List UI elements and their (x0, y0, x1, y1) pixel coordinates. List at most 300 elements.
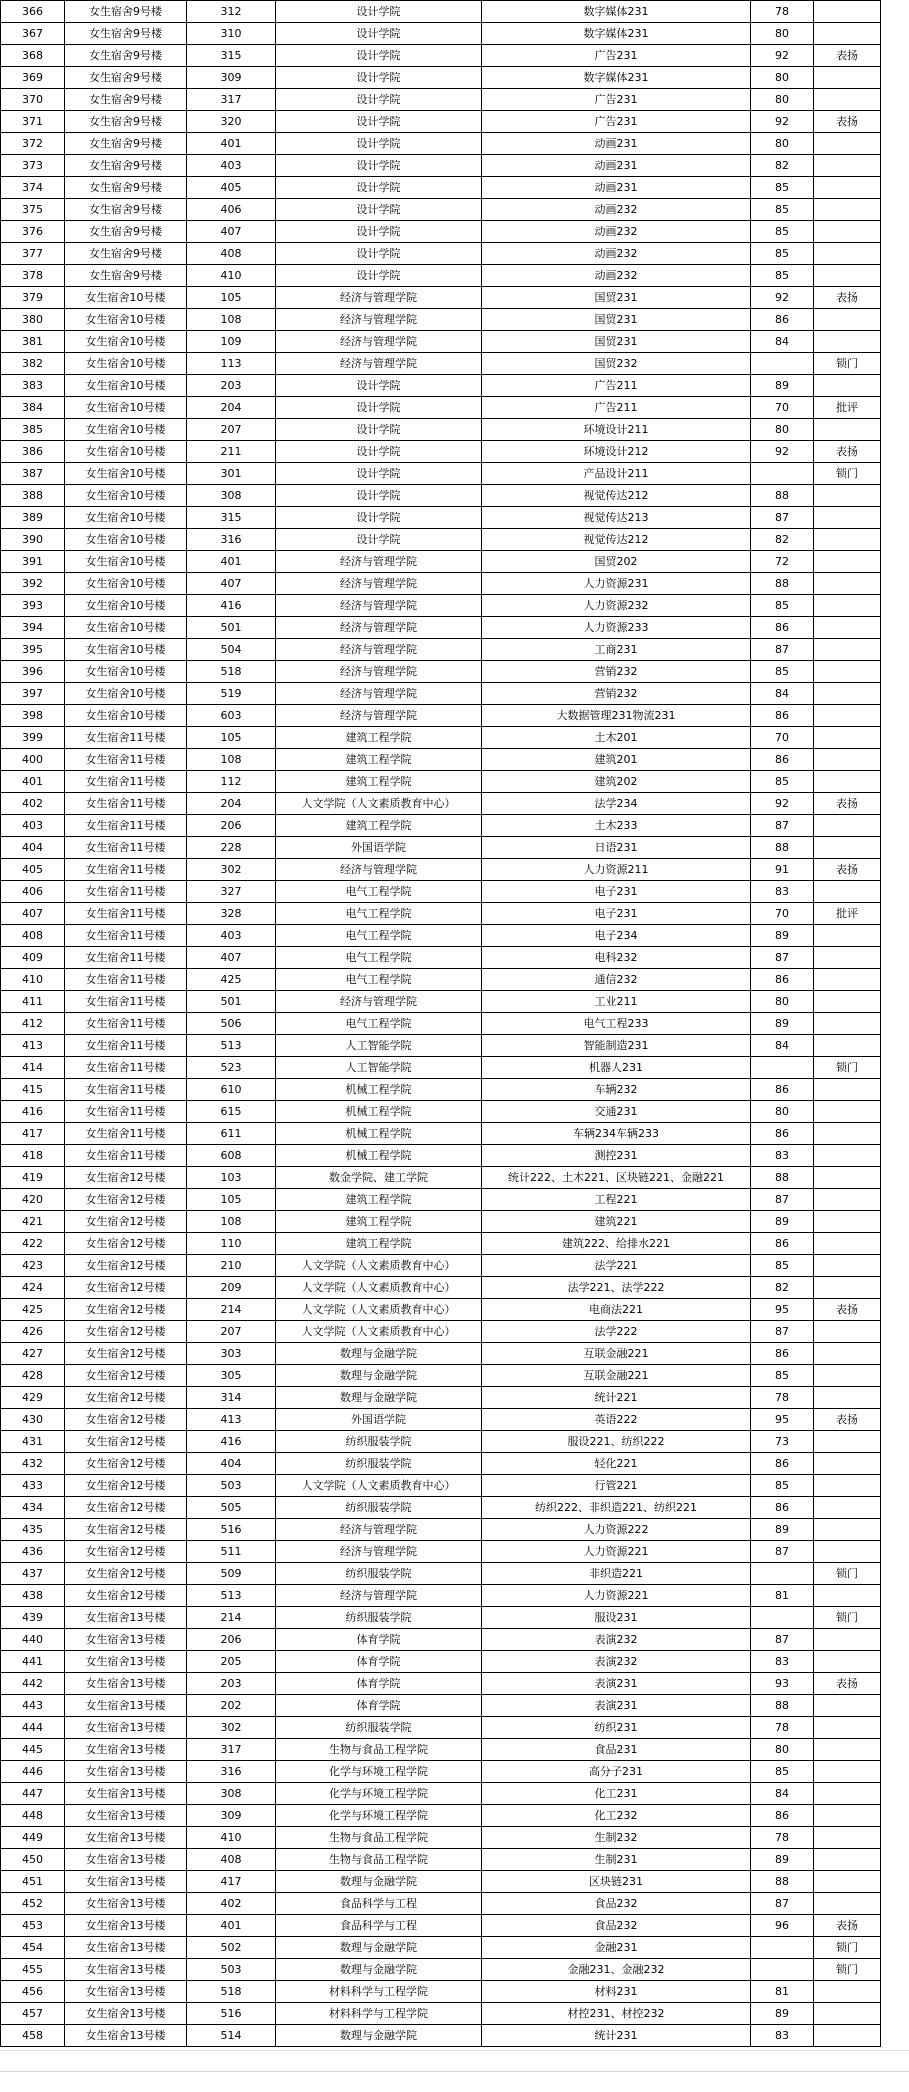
building-cell: 女生宿舍11号楼 (65, 991, 187, 1013)
class-cell: 动画231 (482, 133, 751, 155)
building-cell: 女生宿舍13号楼 (65, 1651, 187, 1673)
building-cell: 女生宿舍10号楼 (65, 595, 187, 617)
score-cell: 72 (751, 551, 814, 573)
college-cell: 经济与管理学院 (276, 353, 482, 375)
college-cell: 设计学院 (276, 441, 482, 463)
room-cell: 408 (187, 243, 276, 265)
row-index-cell: 420 (1, 1189, 65, 1211)
remark-cell (814, 529, 881, 551)
score-cell: 88 (751, 1167, 814, 1189)
college-cell: 电气工程学院 (276, 969, 482, 991)
building-cell: 女生宿舍12号楼 (65, 1277, 187, 1299)
room-cell: 203 (187, 375, 276, 397)
row-index-cell: 388 (1, 485, 65, 507)
row-index-cell: 380 (1, 309, 65, 331)
score-cell: 92 (751, 793, 814, 815)
class-cell: 环境设计211 (482, 419, 751, 441)
college-cell: 设计学院 (276, 155, 482, 177)
row-index-cell: 423 (1, 1255, 65, 1277)
row-index-cell: 392 (1, 573, 65, 595)
score-cell: 89 (751, 2003, 814, 2025)
score-cell: 85 (751, 1475, 814, 1497)
college-cell: 设计学院 (276, 485, 482, 507)
row-index-cell: 394 (1, 617, 65, 639)
row-index-cell: 396 (1, 661, 65, 683)
building-cell: 女生宿舍12号楼 (65, 1321, 187, 1343)
college-cell: 纺织服装学院 (276, 1497, 482, 1519)
row-index-cell: 385 (1, 419, 65, 441)
college-cell: 设计学院 (276, 23, 482, 45)
college-cell: 经济与管理学院 (276, 573, 482, 595)
remark-cell (814, 1, 881, 23)
score-cell: 84 (751, 1035, 814, 1057)
college-cell: 设计学院 (276, 397, 482, 419)
building-cell: 女生宿舍13号楼 (65, 1629, 187, 1651)
building-cell: 女生宿舍10号楼 (65, 551, 187, 573)
remark-cell (814, 1497, 881, 1519)
class-cell: 建筑201 (482, 749, 751, 771)
row-index-cell: 405 (1, 859, 65, 881)
room-cell: 327 (187, 881, 276, 903)
building-cell: 女生宿舍12号楼 (65, 1233, 187, 1255)
table-row (1, 331, 881, 353)
room-cell: 210 (187, 1255, 276, 1277)
class-cell: 材料231 (482, 1981, 751, 2003)
building-cell: 女生宿舍11号楼 (65, 969, 187, 991)
score-cell: 81 (751, 1981, 814, 2003)
class-cell: 金融231 (482, 1937, 751, 1959)
room-cell: 309 (187, 1805, 276, 1827)
remark-cell: 表扬 (814, 1915, 881, 1937)
room-cell: 523 (187, 1057, 276, 1079)
remark-cell (814, 177, 881, 199)
row-index-cell: 372 (1, 133, 65, 155)
remark-cell (814, 1849, 881, 1871)
row-index-cell: 379 (1, 287, 65, 309)
table-row (1, 507, 881, 529)
building-cell: 女生宿舍11号楼 (65, 903, 187, 925)
college-cell: 体育学院 (276, 1629, 482, 1651)
class-cell: 法学234 (482, 793, 751, 815)
remark-cell (814, 485, 881, 507)
score-cell: 87 (751, 639, 814, 661)
room-cell: 302 (187, 859, 276, 881)
college-cell: 经济与管理学院 (276, 551, 482, 573)
table-row (1, 991, 881, 1013)
row-index-cell: 429 (1, 1387, 65, 1409)
room-cell: 317 (187, 89, 276, 111)
row-index-cell: 411 (1, 991, 65, 1013)
building-cell: 女生宿舍11号楼 (65, 925, 187, 947)
room-cell: 305 (187, 1365, 276, 1387)
room-cell: 206 (187, 1629, 276, 1651)
score-cell (751, 1057, 814, 1079)
score-cell: 93 (751, 1673, 814, 1695)
class-cell: 纺织222、非织造221、纺织221 (482, 1497, 751, 1519)
class-cell: 统计231 (482, 2025, 751, 2047)
building-cell: 女生宿舍11号楼 (65, 1123, 187, 1145)
building-cell: 女生宿舍10号楼 (65, 507, 187, 529)
table-row (1, 199, 881, 221)
score-cell: 78 (751, 1, 814, 23)
row-index-cell: 425 (1, 1299, 65, 1321)
row-index-cell: 419 (1, 1167, 65, 1189)
remark-cell (814, 1871, 881, 1893)
building-cell: 女生宿舍10号楼 (65, 573, 187, 595)
class-cell: 表演231 (482, 1695, 751, 1717)
table-row (1, 1519, 881, 1541)
row-index-cell: 455 (1, 1959, 65, 1981)
class-cell: 法学222 (482, 1321, 751, 1343)
score-cell: 81 (751, 1585, 814, 1607)
building-cell: 女生宿舍13号楼 (65, 1805, 187, 1827)
row-index-cell: 406 (1, 881, 65, 903)
score-cell: 89 (751, 1211, 814, 1233)
row-index-cell: 409 (1, 947, 65, 969)
room-cell: 320 (187, 111, 276, 133)
table-row (1, 67, 881, 89)
score-cell: 80 (751, 23, 814, 45)
row-index-cell: 453 (1, 1915, 65, 1937)
building-cell: 女生宿舍13号楼 (65, 1871, 187, 1893)
room-cell: 519 (187, 683, 276, 705)
row-index-cell: 399 (1, 727, 65, 749)
table-row (1, 859, 881, 881)
class-cell: 土木201 (482, 727, 751, 749)
building-cell: 女生宿舍13号楼 (65, 2025, 187, 2047)
college-cell: 电气工程学院 (276, 1013, 482, 1035)
college-cell: 人文学院（人文素质教育中心） (276, 793, 482, 815)
room-cell: 204 (187, 397, 276, 419)
class-cell: 法学221、法学222 (482, 1277, 751, 1299)
table-row (1, 1079, 881, 1101)
table-row (1, 727, 881, 749)
room-cell: 610 (187, 1079, 276, 1101)
remark-cell (814, 1717, 881, 1739)
college-cell: 人工智能学院 (276, 1057, 482, 1079)
table-row (1, 1871, 881, 1893)
table-row (1, 1057, 881, 1079)
remark-cell (814, 375, 881, 397)
table-row (1, 1013, 881, 1035)
college-cell: 建筑工程学院 (276, 749, 482, 771)
room-cell: 416 (187, 1431, 276, 1453)
class-cell: 动画232 (482, 221, 751, 243)
building-cell: 女生宿舍12号楼 (65, 1211, 187, 1233)
row-index-cell: 435 (1, 1519, 65, 1541)
building-cell: 女生宿舍12号楼 (65, 1497, 187, 1519)
college-cell: 数理与金融学院 (276, 1937, 482, 1959)
row-index-cell: 378 (1, 265, 65, 287)
building-cell: 女生宿舍13号楼 (65, 1673, 187, 1695)
room-cell: 113 (187, 353, 276, 375)
class-cell: 人力资源221 (482, 1585, 751, 1607)
remark-cell: 表扬 (814, 1673, 881, 1695)
table-row (1, 1277, 881, 1299)
remark-cell (814, 1167, 881, 1189)
college-cell: 纺织服装学院 (276, 1431, 482, 1453)
table-row (1, 749, 881, 771)
room-cell: 308 (187, 485, 276, 507)
row-index-cell: 415 (1, 1079, 65, 1101)
college-cell: 设计学院 (276, 1, 482, 23)
score-cell: 86 (751, 705, 814, 727)
college-cell: 经济与管理学院 (276, 1541, 482, 1563)
building-cell: 女生宿舍10号楼 (65, 287, 187, 309)
college-cell: 食品科学与工程 (276, 1915, 482, 1937)
table-row (1, 2025, 881, 2047)
class-cell: 材控231、材控232 (482, 2003, 751, 2025)
remark-cell (814, 1827, 881, 1849)
remark-cell (814, 661, 881, 683)
building-cell: 女生宿舍10号楼 (65, 397, 187, 419)
row-index-cell: 381 (1, 331, 65, 353)
score-cell: 92 (751, 45, 814, 67)
class-cell: 土木233 (482, 815, 751, 837)
class-cell: 电子231 (482, 881, 751, 903)
table-row (1, 1695, 881, 1717)
class-cell: 人力资源231 (482, 573, 751, 595)
college-cell: 数理与金融学院 (276, 1959, 482, 1981)
remark-cell (814, 705, 881, 727)
score-cell: 87 (751, 1189, 814, 1211)
building-cell: 女生宿舍10号楼 (65, 309, 187, 331)
remark-cell (814, 881, 881, 903)
college-cell: 设计学院 (276, 529, 482, 551)
building-cell: 女生宿舍13号楼 (65, 1959, 187, 1981)
row-index-cell: 407 (1, 903, 65, 925)
college-cell: 经济与管理学院 (276, 639, 482, 661)
score-cell (751, 463, 814, 485)
class-cell: 电子234 (482, 925, 751, 947)
class-cell: 产品设计211 (482, 463, 751, 485)
score-cell: 82 (751, 1277, 814, 1299)
score-cell: 84 (751, 1783, 814, 1805)
room-cell: 308 (187, 1783, 276, 1805)
score-cell: 89 (751, 925, 814, 947)
table-row (1, 639, 881, 661)
row-index-cell: 416 (1, 1101, 65, 1123)
score-cell: 73 (751, 1431, 814, 1453)
row-index-cell: 427 (1, 1343, 65, 1365)
table-row (1, 1673, 881, 1695)
table-row (1, 1211, 881, 1233)
college-cell: 机械工程学院 (276, 1145, 482, 1167)
remark-cell (814, 925, 881, 947)
table-row (1, 1783, 881, 1805)
row-index-cell: 444 (1, 1717, 65, 1739)
college-cell: 纺织服装学院 (276, 1717, 482, 1739)
remark-cell (814, 1233, 881, 1255)
table-row (1, 221, 881, 243)
class-cell: 环境设计212 (482, 441, 751, 463)
college-cell: 纺织服装学院 (276, 1607, 482, 1629)
building-cell: 女生宿舍9号楼 (65, 177, 187, 199)
building-cell: 女生宿舍12号楼 (65, 1453, 187, 1475)
room-cell: 501 (187, 617, 276, 639)
score-cell: 70 (751, 727, 814, 749)
college-cell: 机械工程学院 (276, 1101, 482, 1123)
room-cell: 109 (187, 331, 276, 353)
score-cell: 85 (751, 177, 814, 199)
row-index-cell: 390 (1, 529, 65, 551)
table-row (1, 1409, 881, 1431)
college-cell: 经济与管理学院 (276, 705, 482, 727)
room-cell: 108 (187, 749, 276, 771)
remark-cell: 表扬 (814, 111, 881, 133)
remark-cell (814, 1629, 881, 1651)
row-index-cell: 457 (1, 2003, 65, 2025)
remark-cell (814, 595, 881, 617)
table-row (1, 265, 881, 287)
remark-cell (814, 1013, 881, 1035)
room-cell: 302 (187, 1717, 276, 1739)
building-cell: 女生宿舍11号楼 (65, 859, 187, 881)
room-cell: 316 (187, 1761, 276, 1783)
building-cell: 女生宿舍9号楼 (65, 199, 187, 221)
remark-cell: 批评 (814, 903, 881, 925)
room-cell: 506 (187, 1013, 276, 1035)
row-index-cell: 442 (1, 1673, 65, 1695)
remark-cell (814, 1321, 881, 1343)
score-cell: 80 (751, 1739, 814, 1761)
remark-cell (814, 1431, 881, 1453)
table-row (1, 1101, 881, 1123)
score-cell: 95 (751, 1299, 814, 1321)
building-cell: 女生宿舍10号楼 (65, 705, 187, 727)
building-cell: 女生宿舍9号楼 (65, 221, 187, 243)
score-cell: 85 (751, 661, 814, 683)
room-cell: 603 (187, 705, 276, 727)
building-cell: 女生宿舍12号楼 (65, 1585, 187, 1607)
table-row (1, 837, 881, 859)
building-cell: 女生宿舍11号楼 (65, 1013, 187, 1035)
score-cell: 86 (751, 969, 814, 991)
row-index-cell: 377 (1, 243, 65, 265)
room-cell: 407 (187, 221, 276, 243)
college-cell: 经济与管理学院 (276, 859, 482, 881)
building-cell: 女生宿舍13号楼 (65, 1717, 187, 1739)
college-cell: 设计学院 (276, 45, 482, 67)
remark-cell: 锁门 (814, 1607, 881, 1629)
score-cell: 85 (751, 265, 814, 287)
class-cell: 高分子231 (482, 1761, 751, 1783)
score-cell: 87 (751, 507, 814, 529)
room-cell: 108 (187, 1211, 276, 1233)
room-cell: 406 (187, 199, 276, 221)
building-cell: 女生宿舍11号楼 (65, 815, 187, 837)
remark-cell (814, 639, 881, 661)
room-cell: 405 (187, 177, 276, 199)
score-cell: 86 (751, 1343, 814, 1365)
remark-cell (814, 1211, 881, 1233)
row-index-cell: 369 (1, 67, 65, 89)
score-cell: 84 (751, 683, 814, 705)
class-cell: 服设231 (482, 1607, 751, 1629)
row-index-cell: 413 (1, 1035, 65, 1057)
row-index-cell: 454 (1, 1937, 65, 1959)
row-index-cell: 384 (1, 397, 65, 419)
class-cell: 电气工程233 (482, 1013, 751, 1035)
table-row (1, 573, 881, 595)
score-cell: 86 (751, 1805, 814, 1827)
class-cell: 国贸232 (482, 353, 751, 375)
table-row (1, 551, 881, 573)
college-cell: 设计学院 (276, 419, 482, 441)
college-cell: 体育学院 (276, 1673, 482, 1695)
score-cell: 70 (751, 903, 814, 925)
room-cell: 403 (187, 155, 276, 177)
class-cell: 动画232 (482, 265, 751, 287)
score-cell: 83 (751, 1145, 814, 1167)
room-cell: 309 (187, 67, 276, 89)
row-index-cell: 386 (1, 441, 65, 463)
room-cell: 401 (187, 133, 276, 155)
table-row (1, 441, 881, 463)
room-cell: 105 (187, 727, 276, 749)
score-cell: 92 (751, 111, 814, 133)
college-cell: 建筑工程学院 (276, 815, 482, 837)
class-cell: 数字媒体231 (482, 1, 751, 23)
room-cell: 211 (187, 441, 276, 463)
score-cell: 85 (751, 243, 814, 265)
table-row (1, 1585, 881, 1607)
room-cell: 209 (187, 1277, 276, 1299)
class-cell: 表演232 (482, 1629, 751, 1651)
remark-cell: 锁门 (814, 1959, 881, 1981)
remark-cell (814, 969, 881, 991)
row-index-cell: 370 (1, 89, 65, 111)
row-index-cell: 428 (1, 1365, 65, 1387)
class-cell: 工商231 (482, 639, 751, 661)
remark-cell (814, 1981, 881, 2003)
college-cell: 化学与环境工程学院 (276, 1783, 482, 1805)
remark-cell (814, 617, 881, 639)
room-cell: 401 (187, 551, 276, 573)
row-index-cell: 439 (1, 1607, 65, 1629)
score-cell: 85 (751, 1365, 814, 1387)
college-cell: 人文学院（人文素质教育中心） (276, 1255, 482, 1277)
class-cell: 工业211 (482, 991, 751, 1013)
building-cell: 女生宿舍12号楼 (65, 1299, 187, 1321)
building-cell: 女生宿舍10号楼 (65, 485, 187, 507)
table-row (1, 1431, 881, 1453)
college-cell: 纺织服装学院 (276, 1563, 482, 1585)
score-cell: 82 (751, 155, 814, 177)
building-cell: 女生宿舍12号楼 (65, 1541, 187, 1563)
table-row (1, 177, 881, 199)
remark-cell: 锁门 (814, 353, 881, 375)
table-row (1, 353, 881, 375)
row-index-cell: 375 (1, 199, 65, 221)
room-cell: 110 (187, 1233, 276, 1255)
college-cell: 经济与管理学院 (276, 661, 482, 683)
class-cell: 金融231、金融232 (482, 1959, 751, 1981)
college-cell: 设计学院 (276, 89, 482, 111)
room-cell: 413 (187, 1409, 276, 1431)
building-cell: 女生宿舍9号楼 (65, 23, 187, 45)
building-cell: 女生宿舍10号楼 (65, 463, 187, 485)
building-cell: 女生宿舍13号楼 (65, 1981, 187, 2003)
remark-cell (814, 1695, 881, 1717)
remark-cell (814, 683, 881, 705)
room-cell: 316 (187, 529, 276, 551)
score-cell (751, 1563, 814, 1585)
row-index-cell: 447 (1, 1783, 65, 1805)
room-cell: 518 (187, 1981, 276, 2003)
table-row (1, 287, 881, 309)
building-cell: 女生宿舍9号楼 (65, 67, 187, 89)
